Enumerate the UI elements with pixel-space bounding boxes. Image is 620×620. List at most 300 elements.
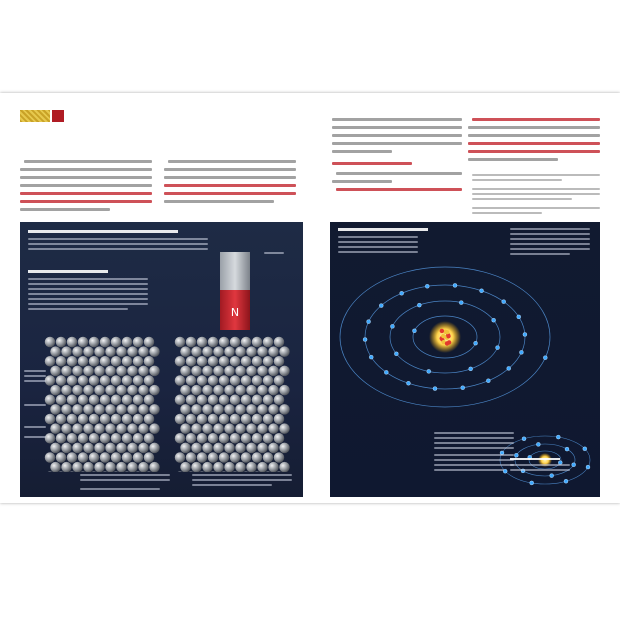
atom-sphere — [252, 452, 262, 462]
electron — [519, 350, 523, 354]
atom-sphere — [208, 433, 218, 443]
lattice-magnetized — [170, 332, 290, 472]
atom-sphere — [268, 385, 278, 395]
atom-sphere — [50, 366, 60, 376]
atom-sphere — [279, 404, 289, 414]
atom-sphere — [122, 414, 132, 424]
atom-sphere — [230, 433, 240, 443]
atom-sphere — [105, 443, 115, 453]
atom-sphere — [235, 404, 245, 414]
atom-sphere — [105, 346, 115, 356]
atom-sphere — [230, 452, 240, 462]
atom-sphere — [252, 433, 262, 443]
atom-sphere — [230, 395, 240, 405]
atom-sphere — [116, 404, 126, 414]
atom-sphere — [94, 385, 104, 395]
atom-sphere — [116, 443, 126, 453]
atom-sphere — [133, 433, 143, 443]
atom-sphere — [202, 346, 212, 356]
atom-sphere — [274, 414, 284, 424]
atom-sphere — [241, 433, 251, 443]
atom-sphere — [105, 385, 115, 395]
atom-sphere — [56, 433, 66, 443]
atom-sphere — [50, 462, 60, 472]
atom-sphere — [45, 375, 55, 385]
atom-sphere — [202, 462, 212, 472]
electron — [517, 315, 521, 319]
atom-sphere — [56, 395, 66, 405]
atom-sphere — [72, 404, 82, 414]
atom-sphere — [213, 462, 223, 472]
atom-sphere — [100, 337, 110, 347]
atom-sphere — [111, 414, 121, 424]
lattice-unmagnetized — [40, 332, 160, 472]
atom-sphere — [149, 366, 159, 376]
atom-sphere — [50, 404, 60, 414]
atom-sphere — [72, 423, 82, 433]
electron — [363, 338, 367, 342]
atom-sphere — [268, 346, 278, 356]
atom-sphere — [122, 375, 132, 385]
electron — [556, 435, 560, 439]
atom-sphere — [197, 414, 207, 424]
atom-sphere — [83, 346, 93, 356]
atom-sphere — [268, 366, 278, 376]
atom-sphere — [180, 366, 190, 376]
atom-sphere — [100, 356, 110, 366]
atom-sphere — [127, 346, 137, 356]
atom-sphere — [219, 452, 229, 462]
nucleon — [445, 330, 449, 334]
atom-sphere — [122, 433, 132, 443]
atom-sphere — [235, 366, 245, 376]
atom-sphere — [197, 356, 207, 366]
electron — [496, 346, 500, 350]
atom-sphere — [175, 452, 185, 462]
atom-sphere — [213, 443, 223, 453]
atom-sphere — [263, 337, 273, 347]
atom-sphere — [257, 346, 267, 356]
atom-sphere — [133, 337, 143, 347]
svg-text:N: N — [230, 306, 240, 319]
atom-sphere — [241, 414, 251, 424]
atom-sphere — [67, 375, 77, 385]
atom-sphere — [257, 423, 267, 433]
atom-sphere — [111, 433, 121, 443]
electron — [427, 369, 431, 373]
atom-sphere — [111, 452, 121, 462]
atom-sphere — [235, 346, 245, 356]
atom-sphere — [219, 375, 229, 385]
electron — [412, 329, 416, 333]
electron — [492, 318, 496, 322]
atom-sphere — [213, 423, 223, 433]
nucleon — [445, 341, 449, 345]
atom-sphere — [191, 443, 201, 453]
atom-sphere — [257, 366, 267, 376]
atom-sphere — [175, 433, 185, 443]
nucleon — [441, 334, 445, 338]
electron — [522, 437, 526, 441]
atom-sphere — [61, 385, 71, 395]
atom-sphere — [252, 375, 262, 385]
magnetic-domain-figure — [20, 222, 303, 497]
atom-sphere — [78, 375, 88, 385]
electron — [523, 332, 527, 336]
atom-sphere — [105, 404, 115, 414]
atom-sphere — [241, 452, 251, 462]
atom-sphere — [50, 385, 60, 395]
atom-sphere — [208, 414, 218, 424]
atom-sphere — [56, 337, 66, 347]
atom-sphere — [89, 414, 99, 424]
atom-sphere — [61, 404, 71, 414]
atom-sphere — [175, 395, 185, 405]
electron — [565, 447, 569, 451]
atom-sphere — [72, 443, 82, 453]
atom-sphere — [235, 443, 245, 453]
atom-sphere — [246, 462, 256, 472]
electron — [480, 289, 484, 293]
atom-sphere — [175, 375, 185, 385]
atom-sphere — [78, 356, 88, 366]
atom-sphere — [56, 356, 66, 366]
atom-sphere — [100, 433, 110, 443]
atom-sphere — [175, 414, 185, 424]
atom-sphere — [127, 423, 137, 433]
atom-sphere — [180, 462, 190, 472]
atom-sphere — [94, 404, 104, 414]
atom-sphere — [213, 346, 223, 356]
atom-sphere — [213, 385, 223, 395]
atom-sphere — [56, 414, 66, 424]
atom-sphere — [263, 375, 273, 385]
electron — [453, 283, 457, 287]
atom-sphere — [241, 375, 251, 385]
atom-sphere — [246, 404, 256, 414]
atom-sphere — [191, 366, 201, 376]
atom-sphere — [144, 375, 154, 385]
atom-sphere — [100, 395, 110, 405]
atom-sphere — [72, 346, 82, 356]
electron — [586, 465, 590, 469]
atom-sphere — [61, 366, 71, 376]
atom-sphere — [133, 375, 143, 385]
electron — [550, 474, 554, 478]
electron — [583, 447, 587, 451]
atom-sphere — [122, 356, 132, 366]
atom-sphere — [263, 433, 273, 443]
atom-orbit-figure — [330, 222, 600, 497]
atom-sphere — [180, 385, 190, 395]
atom-sphere — [111, 375, 121, 385]
atom-sphere — [61, 462, 71, 472]
atom-sphere — [191, 385, 201, 395]
atom-sphere — [50, 443, 60, 453]
atom-sphere — [61, 443, 71, 453]
atom-sphere — [83, 423, 93, 433]
atom-sphere — [180, 443, 190, 453]
atom-sphere — [100, 375, 110, 385]
atom-sphere — [191, 404, 201, 414]
electron — [502, 300, 506, 304]
atom-sphere — [279, 346, 289, 356]
atom-sphere — [149, 423, 159, 433]
atom-sphere — [127, 404, 137, 414]
atom-sphere — [89, 433, 99, 443]
atom-sphere — [241, 337, 251, 347]
atom-sphere — [122, 395, 132, 405]
atom-sphere — [61, 423, 71, 433]
atom-sphere — [45, 356, 55, 366]
atom-sphere — [197, 375, 207, 385]
atom-sphere — [274, 395, 284, 405]
atom-sphere — [175, 356, 185, 366]
atom-sphere — [197, 395, 207, 405]
atom-sphere — [246, 366, 256, 376]
atom-sphere — [56, 452, 66, 462]
atom-sphere — [78, 414, 88, 424]
atom-sphere — [197, 337, 207, 347]
atom-sphere — [241, 356, 251, 366]
atom-sphere — [144, 356, 154, 366]
atom-sphere — [279, 366, 289, 376]
atom-sphere — [89, 395, 99, 405]
electron — [367, 320, 371, 324]
atom-sphere — [138, 423, 148, 433]
atom-sphere — [138, 404, 148, 414]
electron — [469, 367, 473, 371]
atom-sphere — [149, 346, 159, 356]
atom-sphere — [230, 356, 240, 366]
atom-sphere — [186, 356, 196, 366]
atom-sphere — [127, 443, 137, 453]
atom-sphere — [133, 356, 143, 366]
atom-sphere — [45, 337, 55, 347]
atom-sphere — [197, 433, 207, 443]
atom-sphere — [202, 423, 212, 433]
atom-sphere — [133, 395, 143, 405]
atom-sphere — [67, 414, 77, 424]
atom-sphere — [45, 452, 55, 462]
atom-sphere — [219, 337, 229, 347]
atom-sphere — [67, 452, 77, 462]
atom-sphere — [94, 462, 104, 472]
atom-sphere — [279, 423, 289, 433]
atom-sphere — [263, 356, 273, 366]
atom-sphere — [274, 433, 284, 443]
atom-sphere — [100, 452, 110, 462]
atom-sphere — [257, 443, 267, 453]
atom-sphere — [186, 395, 196, 405]
electron — [572, 463, 576, 467]
atom-sphere — [257, 404, 267, 414]
atom-sphere — [83, 404, 93, 414]
atom-sphere — [72, 385, 82, 395]
nucleon — [440, 329, 444, 333]
atom-sphere — [133, 414, 143, 424]
atom-sphere — [180, 404, 190, 414]
atom-sphere — [111, 356, 121, 366]
atom-sphere — [263, 414, 273, 424]
atom-sphere — [67, 395, 77, 405]
atom-sphere — [116, 385, 126, 395]
electron — [406, 381, 410, 385]
atom-sphere — [78, 337, 88, 347]
atom-sphere — [191, 346, 201, 356]
electron — [384, 370, 388, 374]
atom-sphere — [279, 443, 289, 453]
left-page-text — [20, 104, 300, 222]
electron — [425, 284, 429, 288]
atom-sphere — [224, 443, 234, 453]
atom-sphere — [105, 366, 115, 376]
atom-sphere — [246, 346, 256, 356]
atom-sphere — [149, 404, 159, 414]
atom-sphere — [224, 366, 234, 376]
atom-sphere — [100, 414, 110, 424]
atom-sphere — [268, 404, 278, 414]
atom-sphere — [224, 404, 234, 414]
atom-sphere — [186, 452, 196, 462]
electron — [433, 387, 437, 391]
atom-sphere — [122, 452, 132, 462]
atom-sphere — [197, 452, 207, 462]
atom-sphere — [235, 385, 245, 395]
electron — [514, 453, 518, 457]
atom-sphere — [274, 452, 284, 462]
atom-sphere — [138, 346, 148, 356]
chapter-tab — [20, 110, 160, 122]
atom-sphere — [116, 462, 126, 472]
atom-sphere — [263, 452, 273, 462]
atom-sphere — [133, 452, 143, 462]
sub-heading — [28, 270, 108, 273]
atom-sphere — [208, 337, 218, 347]
atom-sphere — [45, 433, 55, 443]
electron — [486, 379, 490, 383]
atom-sphere — [246, 423, 256, 433]
atom-sphere — [180, 346, 190, 356]
atom-sphere — [83, 385, 93, 395]
atom-sphere — [50, 346, 60, 356]
atom-sphere — [94, 366, 104, 376]
atom-sphere — [208, 395, 218, 405]
atom-sphere — [83, 462, 93, 472]
atom-sphere — [116, 346, 126, 356]
atom-sphere — [219, 414, 229, 424]
figure-heading — [28, 230, 178, 233]
atom-sphere — [224, 346, 234, 356]
atom-sphere — [138, 366, 148, 376]
atom-sphere — [105, 423, 115, 433]
electron — [379, 304, 383, 308]
atom-sphere — [89, 337, 99, 347]
atom-sphere — [94, 443, 104, 453]
atom-sphere — [138, 385, 148, 395]
gold-icon — [20, 110, 50, 122]
atom-sphere — [122, 337, 132, 347]
electron — [507, 366, 511, 370]
atom-sphere — [191, 462, 201, 472]
electron — [369, 355, 373, 359]
electron — [536, 442, 540, 446]
atom-sphere — [149, 462, 159, 472]
atom-sphere — [78, 395, 88, 405]
atom-sphere — [230, 414, 240, 424]
atom-sphere — [230, 337, 240, 347]
electron — [461, 386, 465, 390]
atom-sphere — [78, 452, 88, 462]
atom-sphere — [89, 452, 99, 462]
electron — [400, 291, 404, 295]
atom-sphere — [186, 337, 196, 347]
atom-sphere — [224, 423, 234, 433]
atom-sphere — [274, 337, 284, 347]
atom-sphere — [241, 395, 251, 405]
atom-sphere — [219, 395, 229, 405]
atom-sphere — [208, 375, 218, 385]
atom-sphere — [202, 404, 212, 414]
atom-sphere — [224, 385, 234, 395]
atom-sphere — [191, 423, 201, 433]
atom-sphere — [127, 366, 137, 376]
atom-sphere — [83, 443, 93, 453]
atom-sphere — [186, 433, 196, 443]
atom-sphere — [72, 462, 82, 472]
atom-sphere — [149, 443, 159, 453]
atom-sphere — [224, 462, 234, 472]
atom-sphere — [94, 423, 104, 433]
atom-sphere — [149, 385, 159, 395]
electron — [530, 481, 534, 485]
electron — [543, 356, 547, 360]
atom-sphere — [252, 414, 262, 424]
atom-sphere — [89, 356, 99, 366]
atom-sphere — [144, 395, 154, 405]
atom-sphere — [72, 366, 82, 376]
atom-sphere — [67, 337, 77, 347]
atom-sphere — [186, 414, 196, 424]
atom-sphere — [45, 395, 55, 405]
atom-sphere — [213, 366, 223, 376]
atom-sphere — [56, 375, 66, 385]
atom-sphere — [235, 423, 245, 433]
chapter-label — [52, 110, 64, 122]
right-page-text — [332, 104, 600, 222]
atom-sphere — [116, 423, 126, 433]
atom-sphere — [144, 337, 154, 347]
atom-sphere — [144, 414, 154, 424]
atom-sphere — [246, 385, 256, 395]
atom-sphere — [246, 443, 256, 453]
atom-sphere — [219, 356, 229, 366]
atom-sphere — [67, 356, 77, 366]
atom-sphere — [252, 337, 262, 347]
atom-sphere — [144, 433, 154, 443]
atom-sphere — [83, 366, 93, 376]
atom-sphere — [208, 356, 218, 366]
atom-sphere — [138, 443, 148, 453]
electron — [564, 479, 568, 483]
nucleon — [446, 334, 450, 338]
atom-sphere — [263, 395, 273, 405]
atom-sphere — [257, 462, 267, 472]
electron — [390, 324, 394, 328]
atom-sphere — [175, 337, 185, 347]
atom-sphere — [213, 404, 223, 414]
atom-sphere — [257, 385, 267, 395]
